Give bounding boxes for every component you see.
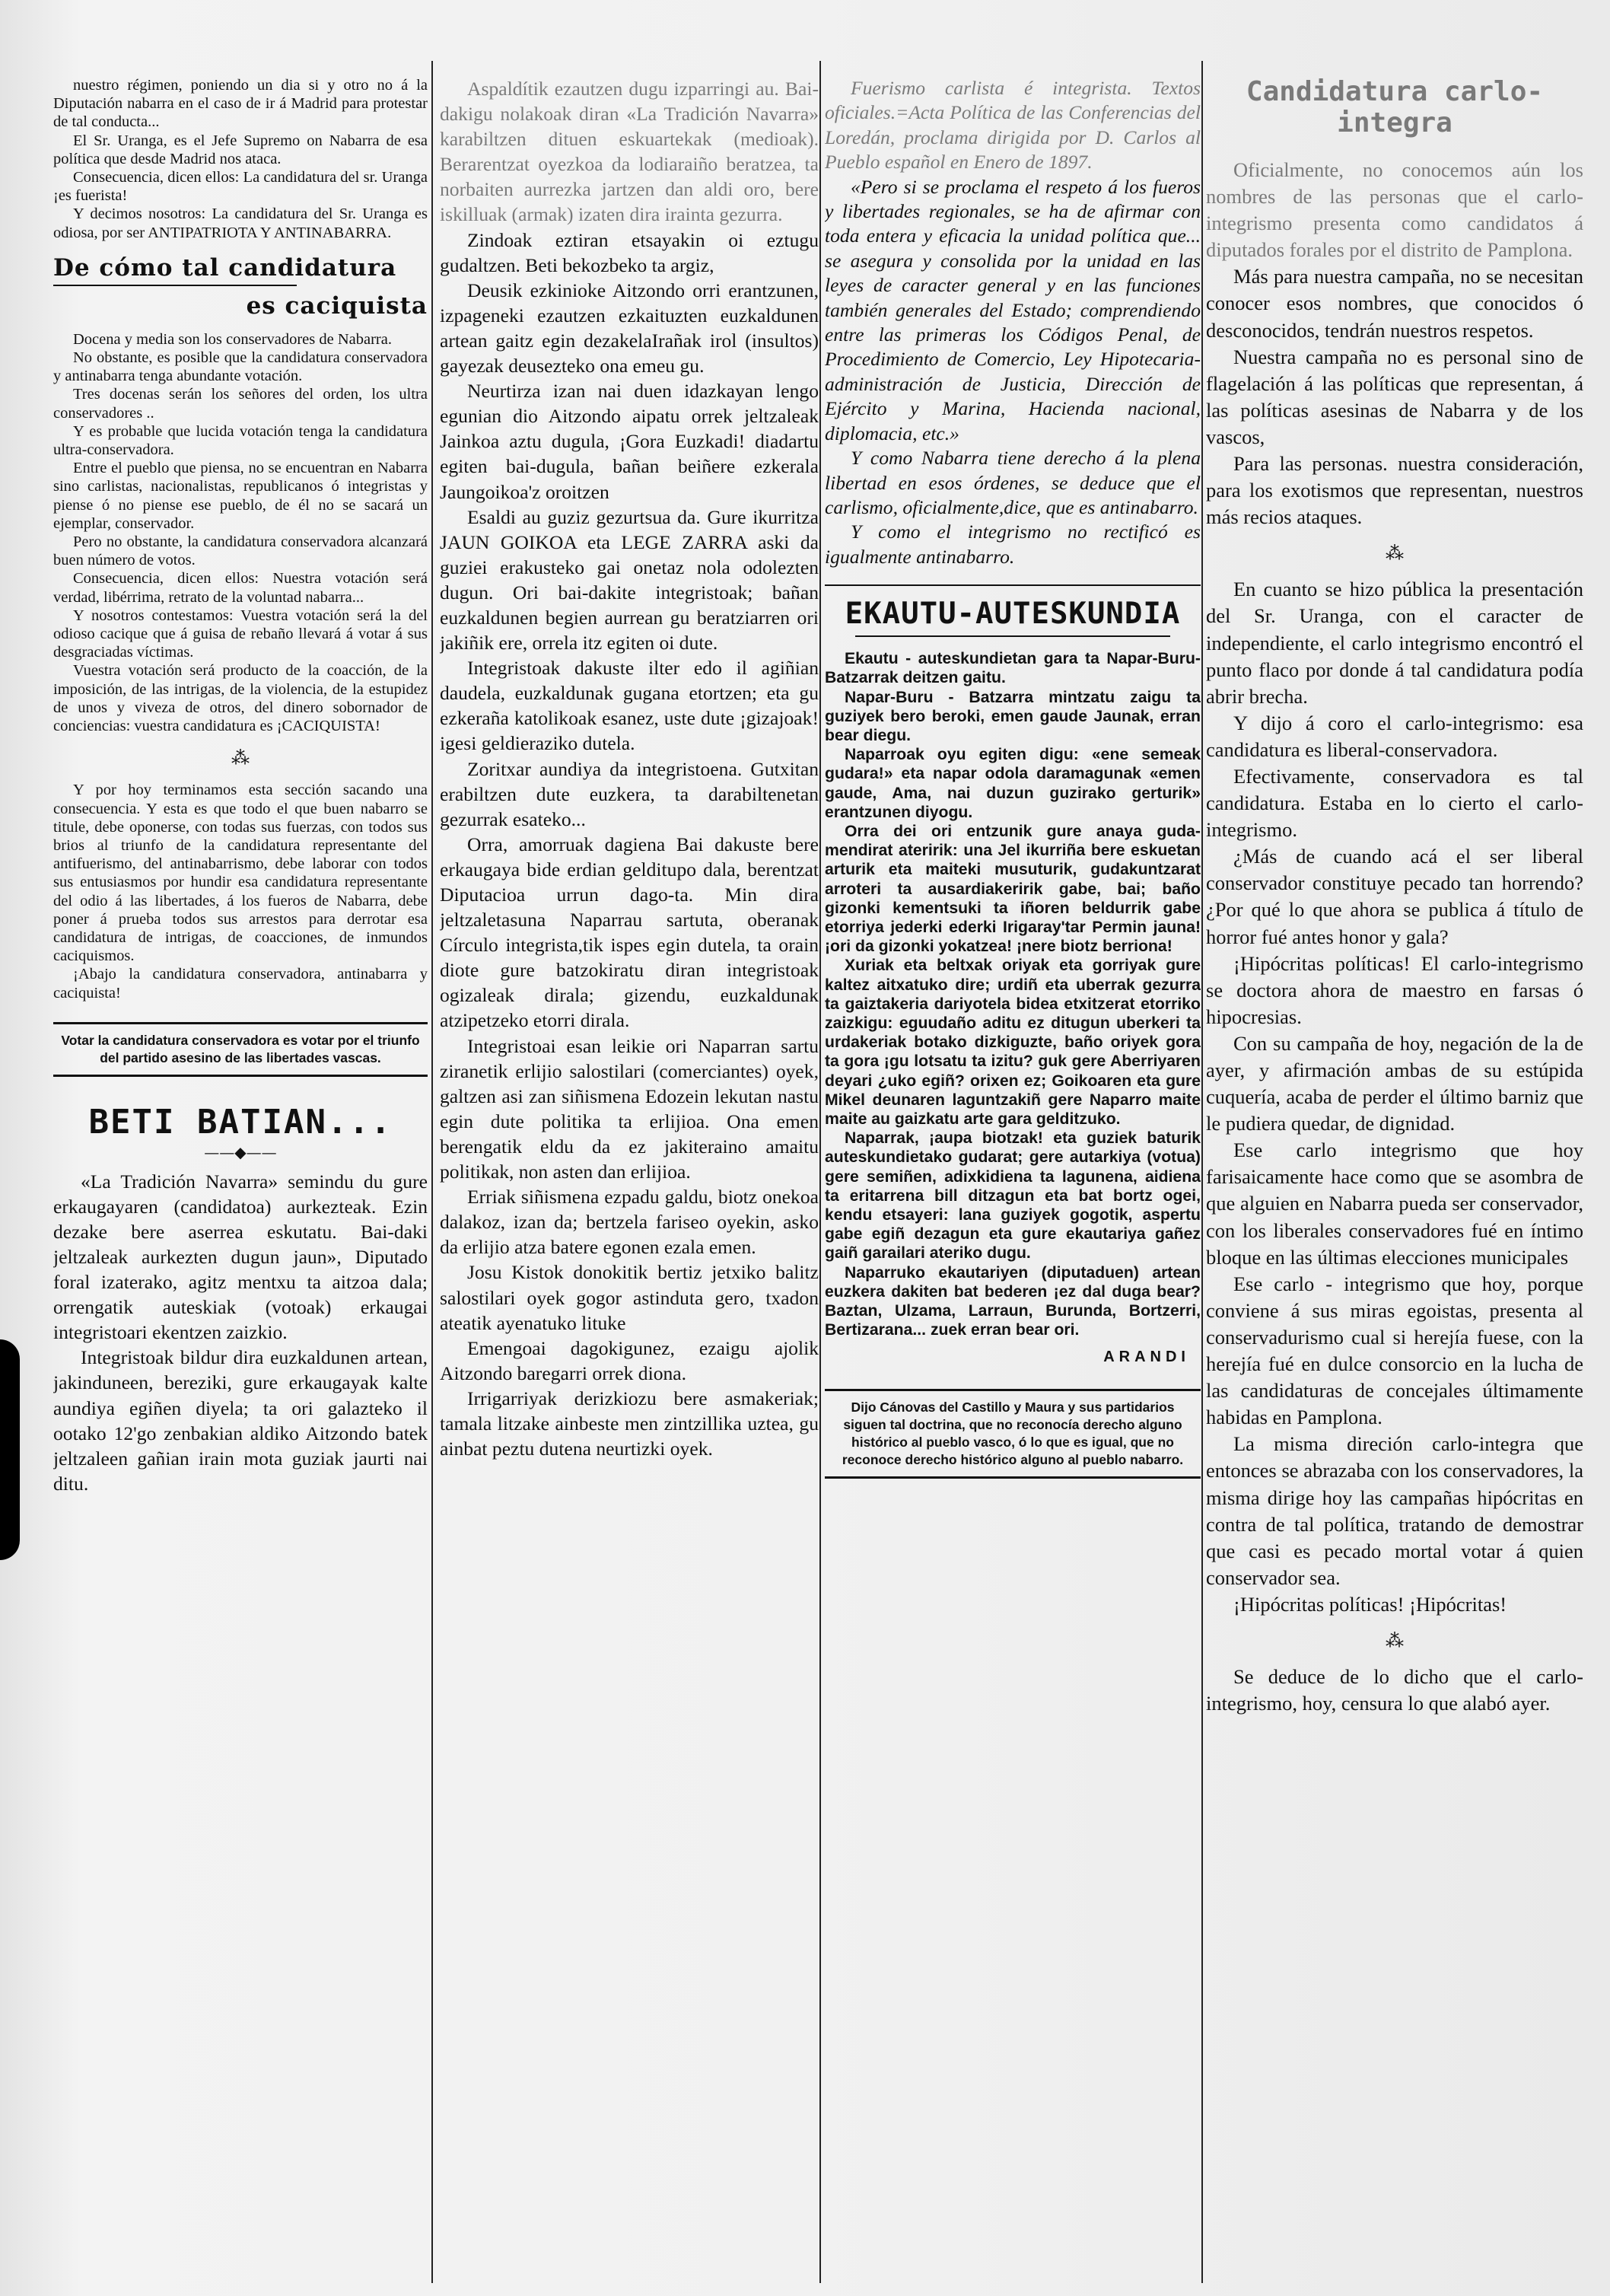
section-rule xyxy=(825,584,1201,586)
paragraph: Y por hoy terminamos esta sección sacando una consecuencia. Y esta es que todo el que buen nabarro se titule, debe oponerse, con todas sus fuerzas, con todos sus brios al triunfo de la candidatura representante del antifuerismo, del antinabarrismo, debe laborar con todos sus entusiasmos por hundir esa candidatura representante del odio á las libertades, á los fueros de Nabarra, debe poner á prueba todos sus arrestos para derrotar esa candidatura de intrigas, de coacciones, de inmundos caciquismos. xyxy=(53,782,428,965)
column-rule xyxy=(819,61,821,2283)
paragraph: Fuerismo carlista é integrista. Textos oficiales.=Acta Política de las Conferencias del Loredán, proclama dirigida por D. Carlos al Pueblo español en Enero de 1897. xyxy=(825,77,1201,174)
paragraph: nuestro régimen, poniendo un dia si y otro no á la Diputación nabarra en el caso de ir á Madrid para protestar de tal conducta... xyxy=(53,77,428,131)
paragraph: Orra dei ori entzunik gure anaya guda-mendirat ateririk: una Jel ikurriña bere eskuetan arturik eta maiteki musuturik, gudakuntzarat arroteri ta ausardiakeririk gabe, bai; baño gizonki kementsuki ta iñoren beldurrik gabe etorriya jederki ederki Irigaray'tar Permin jauna! ¡ori da gizonki yokatzea! ¡nere biotz berriona! xyxy=(825,822,1201,956)
paragraph: Efectivamente, conservadora es tal candidatura. Estaba en lo cierto el carlo-integrismo. xyxy=(1206,764,1583,842)
paragraph: Neurtirza izan nai duen idazkayan lengo egunian dio Aitzondo aipatu orrek jeltzaleak Jainkoa aztu dugula, ¡Gora Euzkadi! diadartu egiten bai-dugula, bañan beiñere ezkerala Jaungoikoa'z oroitzen xyxy=(440,380,819,503)
paragraph: Erriak siñismena ezpadu galdu, biotz onekoa dalakoz, izan da; bertzela fariseo oyekin, asko da erlijio atza batere egonen ezala emen. xyxy=(440,1186,819,1259)
paragraph: Napar-Buru - Batzarra mintzatu zaigu ta guziyek bero beroki, emen gaude Jaunak, erran bear diegu. xyxy=(825,688,1201,744)
section-asterism: ⁂ xyxy=(1386,1629,1404,1651)
paragraph: Ekautu - auteskundietan gara ta Napar-Buru-Batzarrak deitzen gaitu. xyxy=(825,650,1201,687)
paragraph: Josu Kistok donokitik bertiz jetxiko balitz salostilari oyek gogor astinduta gero, txadon ateatik ayenatuko lituke xyxy=(440,1261,819,1334)
boxed-notice: Dijo Cánovas del Castillo y Maura y sus partidarios siguen tal doctrina, que no reconocía derecho alguno histórico al pueblo vasco, ó lo que es igual, que no reconoce derecho histórico alguno al pueblo nabarro. xyxy=(825,1389,1201,1479)
paragraph: Pero no obstante, la candidatura conservadora alcanzará buen número de votos. xyxy=(53,533,428,569)
paragraph: La misma direción carlo-integra que entonces se abrazaba con los conservadores, la misma dirige hoy las campañas hipócritas en contra de tal política, tratando de demostrar que casi es pecado mortal votar á quien conservador sea. xyxy=(1206,1432,1583,1589)
paragraph: Oficialmente, no conocemos aún los nombres de las personas que el carlo-integrismo presenta como candidatos á diputados forales por el distrito de Pamplona. xyxy=(1206,158,1583,262)
heading-rule xyxy=(53,285,297,286)
paragraph: Deusik ezkinioke Aitzondo orri erantzunen, izpageneki ezautzen ezkaituzten euzkaldunen artean gaitz egin dezakelaIrañak irol (insultos) gayezak deusezteko ona emeu gu. xyxy=(440,279,819,377)
column-rule xyxy=(1201,61,1203,2283)
title-underline xyxy=(855,635,1170,637)
paragraph: ¿Más de cuando acá el ser liberal conservador constituye pecado tan horrendo? ¿Por qué lo que ahora se publica á título de horror fué antes honor y gala? xyxy=(1206,845,1583,948)
ekautu-title: EKAUTU-AUTESKUNDIA xyxy=(845,597,1181,632)
paragraph: Más para nuestra campaña, no se necesitan conocer esos nombres, que conocidos ó desconocidos, tendrán nuestros respetos. xyxy=(1206,265,1583,342)
paragraph: Y nosotros contestamos: Vuestra votación será la del odioso cacique que á guisa de rebaño llevará á votar á sus desgraciadas víctimas. xyxy=(53,607,428,661)
paragraph: ¡Hipócritas políticas! El carlo-integrismo se doctora ahora de maestro en farsas ó hipocresias. xyxy=(1206,951,1583,1028)
column-rule xyxy=(431,61,433,2283)
section-asterism: ⁂ xyxy=(1386,543,1404,565)
paragraph: Zindoak eztiran etsayakin oi eztugu gudaltzen. Beti bekozbeko ta argiz, xyxy=(440,228,819,276)
paragraph: Esaldi au guziz gezurtsua da. Gure ikurritza JAUN GOIKOA eta LEGE ZARRA aski da guziei erakusteko gai onetaz nola odolezten dugun. Ori bai-dakite integristoak; bañan euzkaldunen begien aurrean gu beratziarren ori jakiñik ere, orrela itz egiten oi dute. xyxy=(440,505,819,654)
paragraph: Integristoak dakuste ilter edo il agiñian daudela, euzkaldunak gugana etortzen; eta gu ezkeraña katolikoak esanez, uste dute ¡gizajoak! igesi geldieraziko dutela. xyxy=(440,657,819,755)
paragraph: Consecuencia, dicen ellos: Nuestra votación será verdad, libérrima, retrato de la voluntad nabarra... xyxy=(53,570,428,606)
paragraph: «La Tradición Navarra» semindu du gure erkaugayaren (candidatoa) aurkezteak. Ezin dezake bere aserrea eskutatu. Bai-daki jeltzaleak aurkezten dugun jaun», Diputado foral izaterako, agitz mentxu ta aitzoa dala; orrengatik auteskiak (votoak) erkaugai integristoari ekentzen zaizkio. xyxy=(53,1170,428,1344)
paragraph: Naparruko ekautariyen (diputaduen) artean euzkera dakiten bat bederen ¡ez dal duga bear? Baztan, Ulzama, Larraun, Burunda, Bortzerri, Bertizarana... zuek erran bear ori. xyxy=(825,1263,1201,1339)
section-asterism: ⁂ xyxy=(231,747,250,769)
paragraph: En cuanto se hizo pública la presentación del Sr. Uranga, con el caracter de independiente, el carlo integrismo encontró el punto flaco por donde á tal candidatura podía abrir brecha. xyxy=(1206,578,1583,708)
paragraph: Naparroak oyu egiten digu: «ene semeak gudara!» eta napar odola daramagunak «emen gaude, Ama, nai duzun guzirako gerturik» erantzunen diyogu. xyxy=(825,746,1201,821)
paragraph: Ese carlo integrismo que hoy farisaicamente hace como que se asombra de que alguien en Nabarra pueda ser conservador, con los liberales conservadores fué en íntimo bloque en las últimas elecciones municipales xyxy=(1206,1138,1583,1269)
paragraph: Tres docenas serán los señores del orden, los ultra conservadores .. xyxy=(53,386,428,422)
column-4 xyxy=(1206,76,1583,2283)
article-heading-line-2: es caciquista xyxy=(246,291,428,320)
paragraph: Docena y media son los conservadores de Nabarra. xyxy=(73,330,392,348)
ornament-rule: ——◆—— xyxy=(204,1142,277,1161)
column-2 xyxy=(440,76,819,2283)
paragraph: Nuestra campaña no es personal sino de flagelación á las políticas que representan, á las políticas asesinas de Nabarra y de los vascos, xyxy=(1206,345,1583,448)
paragraph: Vuestra votación será producto de la coacción, de la imposición, de las intrigas, de la violencia, de la estupidez de unos y viveza de otros, del dinero sobornador de conciencias: vuestra candidatura es ¡CACIQUISTA! xyxy=(53,662,428,735)
paragraph: Con su campaña de hoy, negación de la de ayer, y afirmación ambas de su estúpida cuquería, acaba de perder el último barniz que le pudiera quedar, de dignidad. xyxy=(1206,1031,1583,1135)
paragraph: Integristoak bildur dira euzkaldunen artean, jakinduneen, bereziki, gure erkaugayak kalte aundiya egiñen diyela; ta ori galazteko il ootako 12'go zenbakian aldiko Aitzondo batek jeltzaleen gañian irain mota guziak jaurti nai ditu. xyxy=(53,1346,428,1495)
paragraph: Integristoai esan leikie ori Naparran sartu ziranetik erlijio salostilari (comerciantes) oyek, galtzen asi zan siñismena Edozein lekutan nastu egin dute politika ta erlijioa. Ona emen berengatik eldu da ez jakiteraino amaitu politikak, non asten dan erlijioa. xyxy=(440,1034,819,1183)
paragraph: ¡Hipócritas políticas! ¡Hipócritas! xyxy=(1233,1592,1507,1616)
paragraph: «Pero si se proclama el respeto á los fueros y libertades regionales, se ha de afirmar con toda entera y eficacia la unidad política que... se asegura y consolida por la unidad en las leyes de caracter general y en las funciones también generales del Estado; comprendiendo entre las primeras los Códigos Penal, de Procedimiento de Comercio, Ley Hipotecaria-administración de Justicia, Dirección de Ejército y Marina, Hacienda nacional, diplomacia, etc.» xyxy=(825,175,1201,444)
paragraph: ¡Abajo la candidatura conservadora, antinabarra y caciquista! xyxy=(53,966,428,1002)
paragraph: Y decimos nosotros: La candidatura del Sr. Uranga es odiosa, por ser ANTIPATRIOTA Y ANTINABARRA. xyxy=(53,205,428,241)
paragraph: Y dijo á coro el carlo-integrismo: esa candidatura es liberal-conservadora. xyxy=(1206,711,1583,761)
paragraph: Y es probable que lucida votación tenga la candidatura ultra-conservadora. xyxy=(53,422,428,459)
boxed-notice: Votar la candidatura conservadora es votar por el triunfo del partido asesino de las libertades vascas. xyxy=(53,1022,428,1077)
paragraph: El Sr. Uranga, es el Jefe Supremo on Nabarra de esa política que desde Madrid nos ataca. xyxy=(53,132,428,167)
beti-batian-title: BETI BATIAN... xyxy=(88,1102,393,1142)
paragraph: Entre el pueblo que piensa, no se encuentran en Nabarra sino carlistas, nacionalistas, republicanos ó integristas y piense ó no piense ese pueblo, de él no se sacará un ejemplar, conservador. xyxy=(53,460,428,532)
paragraph: Zoritxar aundiya da integristoena. Gutxitan erabiltzen dute euzkera, ta darabiltenetan gezurrak esateko... xyxy=(440,757,819,830)
paragraph: Orra, amorruak dagiena Bai dakuste bere erkaugaya bide erdian gelditupo dala, berentzat Diputacioa urrun dago-ta. Min dira jeltzaletasuna Naparrau sartuta, oberanak Círculo integrista,tik ispes egin dutela, ta orain diote gure batzokiratu diran integristoak ogizaleak dirala; gizendu, euzkaldunak atzipetzeko etorri dirala. xyxy=(440,833,819,1032)
paragraph: No obstante, es posible que la candidatura conservadora y antinabarra tenga abundante votación. xyxy=(53,349,428,385)
paragraph: Naparrak, ¡aupa biotzak! eta guziek baturik auteskundietako gudarat; gere autarkiya (votua) gere semiñen, adixkidiena ta lagunena, aidiena ta eritarrena bill ditzagun eta bat bortz ogei, kendu etsayeri: lana guziyek gogotik, aspertu gabe egiñ dezagun eta gure ekautariya gañez gaiñ garailari ateriko dugu. xyxy=(825,1129,1201,1263)
paragraph: Xuriak eta beltxak oriyak eta gorriyak gure kaltez aitxatuko dire; urdiñ eta uberrak gezurra ta gaiztakeria dariyotela bidea etxitzerat etorriko zaizkigu: eguudaño aditu ez ditugun uberkeri ta urdakeriak botako dizkiguzte, baño oriyek gora ta gora ¡gu lotsatu ta izitu? guk gere Aberriyaren deyari ¿uko egiñ? orixen ez; Goikoaren eta gure Mikel deunaren laguntzakiñ gere Naparro maite maite au gaizkatu arte gara gelditzuko. xyxy=(825,957,1201,1128)
paragraph: Emengoai dagokigunez, ezaigu ajolik Aitzondo baregarri orrek diona. xyxy=(440,1336,819,1384)
column-3 xyxy=(825,76,1201,2283)
paragraph: Irrigarriyak derizkiozu bere asmakeriak; tamala litzake ainbeste men zintzillika uztea, gu ainbat peztu dutena neurtizki oyek. xyxy=(440,1387,819,1460)
column-1 xyxy=(53,76,428,2283)
paragraph: Consecuencia, dicen ellos: La candidatura del sr. Uranga ¡es fuerista! xyxy=(53,169,428,205)
paragraph: Y como Nabarra tiene derecho á la plena libertad en esos órdenes, se deduce que el carlismo, oficialmente,dice, que es antinabarro. xyxy=(825,447,1201,518)
paragraph: Aspaldítik ezautzen dugu izparringi au. Bai-dakigu nolakoak diran «La Tradición Navarra» karabiltzen dituen eskuartekak (medioak). Berarentzat oyezkoa da lodiaraiño beratzea, ta norbaiten aurrezka jartzen dan aldi oro, bere iskilluak (armak) izaten dira irainta gezurra. xyxy=(440,78,819,226)
paragraph: Y como el integrismo no rectificó es igualmente antinabarro. xyxy=(825,521,1201,568)
paragraph: Ese carlo - integrismo que hoy, porque conviene á sus miras egoistas, presenta al conservadurismo cual si herejía fuese, con la herejía fué en dulce consorcio en la lucha de las candidaturas de concejales últimamente habidas en Pamplona. xyxy=(1206,1272,1583,1429)
signature: ARANDI xyxy=(1103,1349,1190,1366)
binding-shadow xyxy=(0,1339,20,1560)
article-heading-line-1: De cómo tal candidatura xyxy=(53,253,397,282)
paragraph: Se deduce de lo dicho que el carlo-integrismo, hoy, censura lo que alabó ayer. xyxy=(1206,1664,1583,1715)
paragraph: Para las personas. nuestra consideración, para los exotismos que representan, nuestros más recios ataques. xyxy=(1206,452,1583,529)
candidatura-title: Candidatura carlo-integra xyxy=(1246,76,1544,139)
